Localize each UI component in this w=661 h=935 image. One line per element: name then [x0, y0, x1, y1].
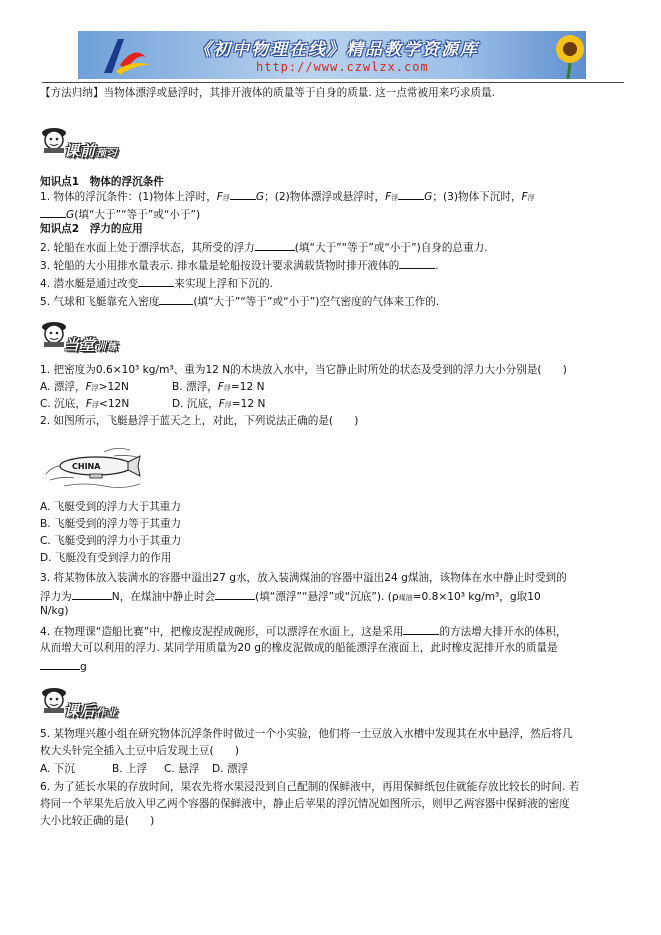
section-preview-title: 课前预习 [64, 142, 119, 160]
class-q2-option-a[interactable]: A. 飞艇受到的浮力大于其重力 [40, 501, 181, 513]
answer-blank[interactable] [159, 294, 193, 305]
homework-q5-line2: 枚大头针完全插入土豆中后发现土豆( ) [40, 745, 239, 757]
header-banner [78, 31, 586, 79]
preview-q2: 2. 轮船在水面上处于漂浮状态，其所受的浮力 (填“大于”“等于”或“小于”)自身的总重力. [40, 242, 488, 254]
flower-icon [540, 31, 586, 79]
option-c[interactable]: C. 悬浮 [164, 763, 200, 775]
answer-blank[interactable] [230, 189, 256, 200]
preview-q5: 5. 气球和飞艇靠充入密度 (填“大于”“等于”或“小于”)空气密度的气体来工作的. [40, 296, 440, 308]
preview-q3: 3. 轮船的大小用排水量表示. 排水量是轮船按设计要求满载货物时排开液体的 . [40, 260, 439, 272]
header-divider [42, 82, 624, 83]
class-q1-options-ab [40, 380, 265, 395]
class-q1: 1. 把密度为0.6×10³ kg/m³、重为12 N的木块放入水中，当它静止时所处的状态及受到的浮力大小分别是( ) [40, 364, 567, 376]
class-q2-option-b[interactable]: B. 飞艇受到的浮力等于其重力 [40, 518, 182, 530]
class-q4-line1: 4. 在物理课“造船比赛”中，把橡皮泥捏成碗形，可以漂浮在水面上，这是采用 的方法增大排开水的体积， [40, 626, 567, 638]
option-a[interactable]: A. 下沉 [40, 763, 75, 775]
option-d[interactable]: D. 沉底，F浮=12 N [172, 398, 266, 410]
preview-q1-line2: G(填“大于”“等于”或“小于”) [40, 207, 200, 222]
answer-blank[interactable] [255, 240, 295, 251]
class-q2-option-d[interactable]: D. 飞艇没有受到浮力的作用 [40, 552, 172, 564]
answer-blank[interactable] [215, 589, 255, 600]
answer-blank[interactable] [138, 276, 174, 287]
class-q3-line2: 浮力为 N，在煤油中静止时会 (填“漂浮”“悬浮”或“沉底”). (ρ煤油=0.8×10³ kg/m³，g取10 [40, 591, 541, 603]
option-b[interactable]: B. 上浮 [112, 763, 148, 775]
banner-title: 《初中物理在线》精品教学资源库 [194, 40, 479, 60]
section-homework-title: 课后作业 [64, 702, 119, 720]
homework-q6-line2: 将同一个苹果先后放入甲乙两个容器的保鲜液中，静止后苹果的浮沉情况如图所示，则甲乙两容器中保鲜液的密度 [40, 798, 570, 810]
preview-q1-line1: 1. 物体的浮沉条件：(1)物体上浮时，F浮 G；(2)物体漂浮或悬浮时，F浮 G；(3)物体下沉时，F浮 [40, 191, 535, 203]
homework-q5-line1: 5. 某物理兴趣小组在研究物体沉浮条件时做过一个小实验，他们将一土豆放入水槽中发现其在水中悬浮，然后将几 [40, 728, 573, 740]
method-summary: 【方法归纳】当物体漂浮或悬浮时，其排开液体的质量等于自身的质量. 这一点常被用来巧求质量. [40, 87, 496, 99]
blimp-label: CHINA [72, 462, 101, 471]
banner-url[interactable]: http://www.czwlzx.com [256, 60, 429, 74]
homework-q6-line3: 大小比较正确的是( ) [40, 815, 155, 827]
class-q2: 2. 如图所示，飞艇悬浮于蓝天之上，对此，下列说法正确的是( ) [40, 415, 359, 427]
preview-q4: 4. 潜水艇是通过改变 来实现上浮和下沉的. [40, 278, 273, 290]
homework-q6-line1: 6. 为了延长水果的存放时间，果农先将水果浸没到自己配制的保鲜液中，再用保鲜纸包住就能存放比较长的时间. 若 [40, 781, 580, 793]
kp2-title: 知识点2 浮力的应用 [40, 223, 143, 235]
answer-blank[interactable] [72, 589, 112, 600]
class-q3-line1: 3. 将某物体放入装满水的容器中溢出27 g水，放入装满煤油的容器中溢出24 g煤油，该物体在水中静止时受到的 [40, 572, 567, 584]
site-logo-icon [94, 35, 154, 75]
class-q4-line3: g [40, 659, 87, 674]
answer-blank[interactable] [403, 624, 439, 635]
kp1-title: 知识点1 物体的浮沉条件 [40, 176, 164, 188]
option-a[interactable]: A. 漂浮，F浮>12N [40, 381, 129, 393]
option-c[interactable]: C. 沉底，F浮<12N [40, 398, 130, 410]
option-d[interactable]: D. 漂浮 [212, 763, 249, 775]
class-q1-options-cd [40, 397, 266, 412]
option-b[interactable]: B. 漂浮，F浮=12 N [172, 381, 265, 393]
answer-blank[interactable] [399, 258, 435, 269]
class-q2-option-c[interactable]: C. 飞艇受到的浮力小于其重力 [40, 535, 182, 547]
answer-blank[interactable] [40, 659, 80, 670]
class-q3-line3: N/kg) [40, 605, 69, 617]
blimp-figure [44, 444, 150, 492]
section-class-title: 当堂训练 [64, 336, 119, 354]
answer-blank[interactable] [40, 207, 66, 218]
homework-q5-options [40, 762, 249, 776]
answer-blank[interactable] [398, 189, 424, 200]
class-q4-line2: 从而增大可以利用的浮力. 某同学用质量为20 g的橡皮泥做成的船能漂浮在液面上，此时橡皮泥排开水的质量是 [40, 642, 558, 654]
